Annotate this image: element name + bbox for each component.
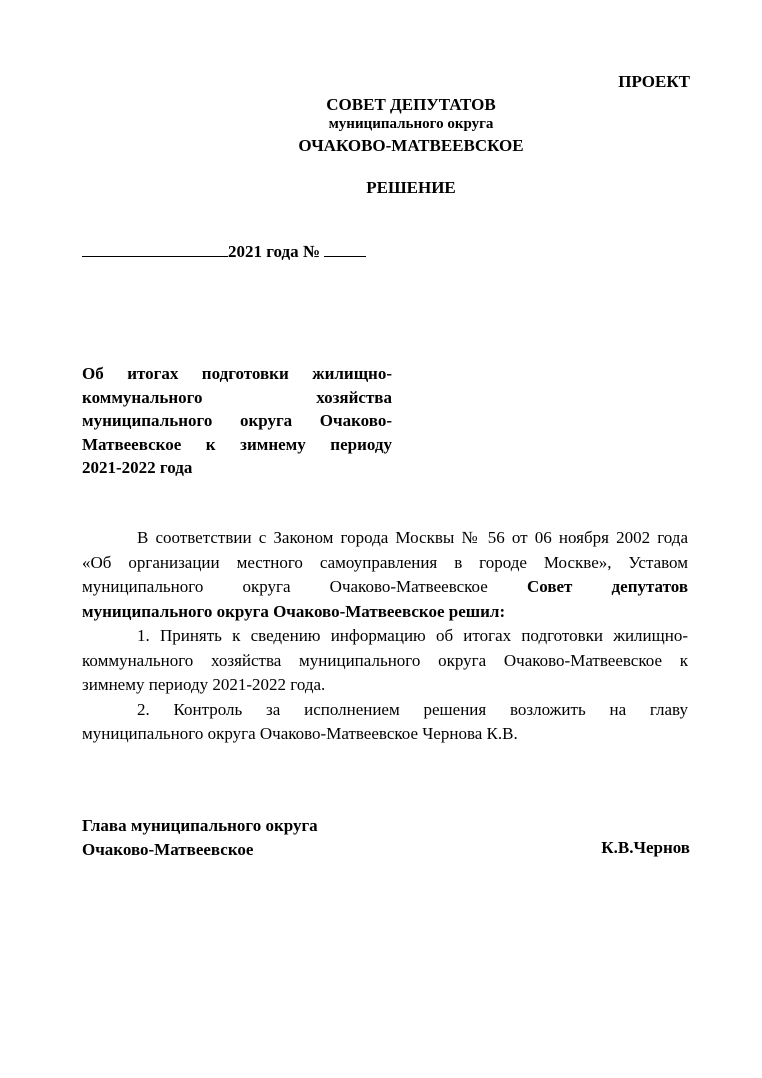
project-status-mark: ПРОЕКТ: [618, 72, 690, 91]
preamble-line: «Об организации местного самоуправления в городе Москве», Уставом: [82, 552, 688, 572]
district-type: муниципального округа: [328, 116, 494, 132]
signatory-name: К.В.Чернов: [601, 838, 690, 857]
signature-title: [82, 814, 318, 862]
date-number-line: [82, 241, 366, 262]
subject-line: коммунального хозяйства: [82, 387, 392, 407]
item1-line: зимнему периоду 2021-2022 года.: [82, 675, 326, 694]
preamble-council-bold: Совет депутатов: [526, 577, 688, 596]
item2-line: 2. Контроль за исполнением решения возложить на главу: [137, 699, 688, 719]
preamble-text: муниципального округа Очаково-Матвеевское: [82, 577, 488, 596]
subject-line: 2021-2022 года: [82, 458, 193, 477]
preamble-line: В соответствии с Законом города Москвы № 56 от 06 ноября 2002 года: [137, 528, 688, 547]
decision-title: РЕШЕНИЕ: [366, 178, 456, 197]
preamble-line: [82, 575, 688, 600]
council-title: СОВЕТ ДЕПУТАТОВ: [326, 95, 496, 114]
district-name: ОЧАКОВО-МАТВЕЕВСКОЕ: [298, 136, 524, 155]
subject-line: муниципального округа Очаково-: [82, 411, 392, 430]
date-blank: [82, 241, 228, 257]
subject-line: Об итогах подготовки жилищно-: [82, 364, 392, 383]
decision-body: [82, 526, 688, 747]
item1-line: коммунального хозяйства муниципального округа Очаково-Матвеевское к: [82, 650, 688, 670]
decision-subject: [82, 362, 392, 480]
item2-line: муниципального округа Очаково-Матвеевское Чернова К.В.: [82, 724, 518, 743]
signature-title-line: Очаково-Матвеевское: [82, 840, 254, 859]
item1-line: 1. Принять к сведению информацию об итогах подготовки жилищно-: [137, 626, 688, 645]
subject-line: Матвеевское к зимнему периоду: [82, 434, 392, 454]
preamble-resolution-bold: муниципального округа Очаково-Матвеевское решил:: [82, 601, 506, 621]
number-blank: [324, 241, 366, 257]
date-year-text: 2021 года №: [228, 242, 320, 261]
signature-title-line: Глава муниципального округа: [82, 816, 318, 835]
